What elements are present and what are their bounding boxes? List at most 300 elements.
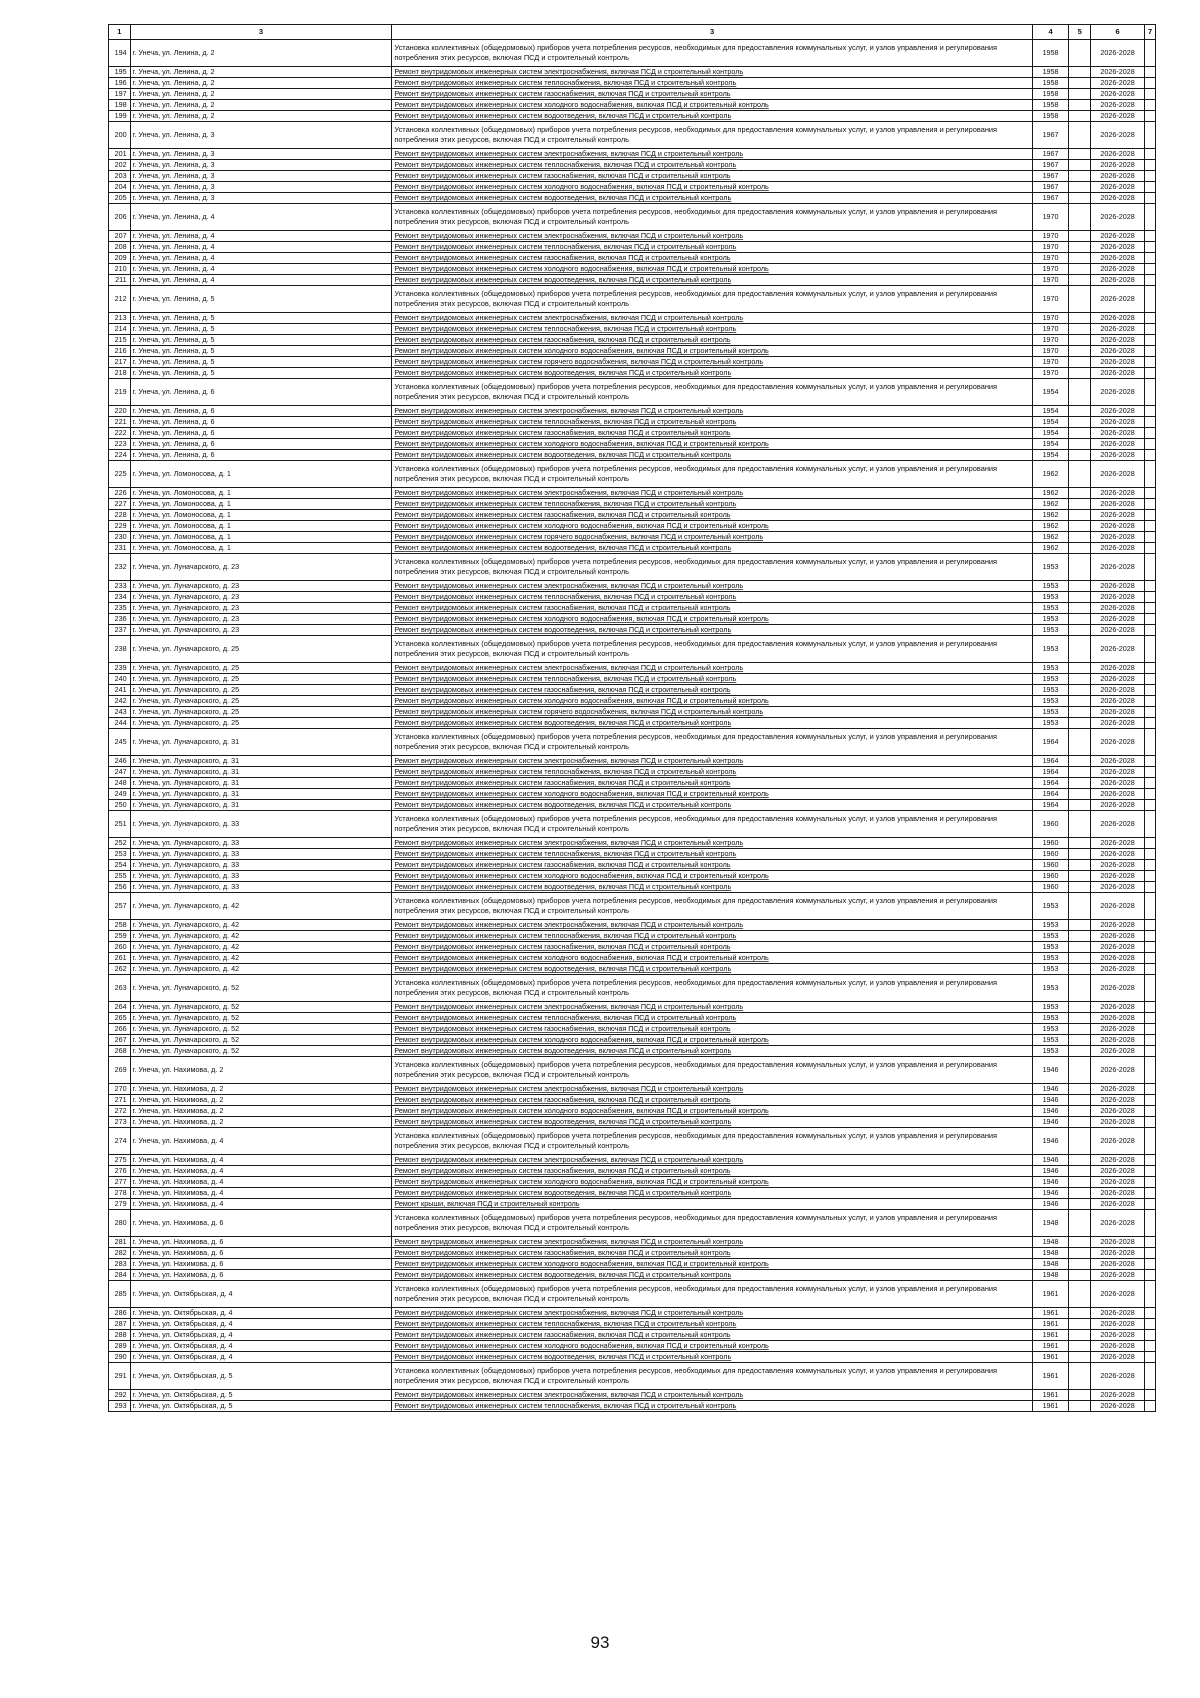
empty-cell [1069,581,1091,592]
address-cell: г. Унеча, ул. Ленина, д. 4 [130,253,392,264]
build-year-cell: 1958 [1032,78,1069,89]
period-cell: 2026-2028 [1091,893,1145,920]
row-number: 210 [109,264,131,275]
row-number: 291 [109,1363,131,1390]
address-cell: г. Унеча, ул. Нахимова, д. 6 [130,1210,392,1237]
address-cell: г. Унеча, ул. Ленина, д. 6 [130,417,392,428]
work-type-cell: Установка коллективных (общедомовых) приборов учета потребления ресурсов, необходимых для предоставления коммунальных услуг, и узлов управления и регулирования потребления этих ресурсов, включая ПСД и строительный контроль [392,1057,1032,1084]
period-cell: 2026-2028 [1091,231,1145,242]
build-year-cell: 1970 [1032,286,1069,313]
empty-cell [1145,1319,1156,1330]
row-number: 287 [109,1319,131,1330]
table-row [109,1199,1156,1210]
empty-cell [1069,1057,1091,1084]
table-row [109,729,1156,756]
row-number: 249 [109,789,131,800]
work-type-cell: Ремонт внутридомовых инженерных систем электроснабжения, включая ПСД и строительный контроль [392,488,1032,499]
empty-cell [1145,450,1156,461]
build-year-cell: 1961 [1032,1363,1069,1390]
row-number: 270 [109,1084,131,1095]
table-row [109,1270,1156,1281]
address-cell: г. Унеча, ул. Ломоносова, д. 1 [130,461,392,488]
table-row [109,1106,1156,1117]
period-cell: 2026-2028 [1091,488,1145,499]
work-type-cell: Ремонт внутридомовых инженерных систем электроснабжения, включая ПСД и строительный контроль [392,149,1032,160]
empty-cell [1069,1117,1091,1128]
empty-cell [1069,406,1091,417]
row-number: 241 [109,685,131,696]
build-year-cell: 1970 [1032,357,1069,368]
header-cell-7: 7 [1145,25,1156,40]
period-cell: 2026-2028 [1091,450,1145,461]
build-year-cell: 1962 [1032,461,1069,488]
period-cell: 2026-2028 [1091,592,1145,603]
work-type-cell: Ремонт внутридомовых инженерных систем холодного водоснабжения, включая ПСД и строительный контроль [392,1106,1032,1117]
table-row [109,193,1156,204]
empty-cell [1145,1248,1156,1259]
period-cell: 2026-2028 [1091,160,1145,171]
period-cell: 2026-2028 [1091,1117,1145,1128]
row-number: 248 [109,778,131,789]
empty-cell [1069,838,1091,849]
build-year-cell: 1970 [1032,335,1069,346]
address-cell: г. Унеча, ул. Ломоносова, д. 1 [130,543,392,554]
period-cell: 2026-2028 [1091,78,1145,89]
build-year-cell: 1953 [1032,942,1069,953]
work-type-cell: Ремонт внутридомовых инженерных систем водоотведения, включая ПСД и строительный контроль [392,1188,1032,1199]
empty-cell [1069,1319,1091,1330]
work-type-cell: Ремонт внутридомовых инженерных систем электроснабжения, включая ПСД и строительный контроль [392,581,1032,592]
empty-cell [1145,1363,1156,1390]
row-number: 250 [109,800,131,811]
row-number: 254 [109,860,131,871]
address-cell: г. Унеча, ул. Луначарского, д. 31 [130,729,392,756]
empty-cell [1145,838,1156,849]
row-number: 255 [109,871,131,882]
header-cell-5: 5 [1069,25,1091,40]
address-cell: г. Унеча, ул. Ленина, д. 2 [130,67,392,78]
row-number: 205 [109,193,131,204]
build-year-cell: 1946 [1032,1155,1069,1166]
empty-cell [1145,1024,1156,1035]
period-cell: 2026-2028 [1091,674,1145,685]
table-row [109,581,1156,592]
page-number: 93 [590,1633,610,1652]
address-cell: г. Унеча, ул. Ленина, д. 6 [130,428,392,439]
empty-cell [1145,160,1156,171]
table-row [109,860,1156,871]
period-cell: 2026-2028 [1091,860,1145,871]
row-number: 269 [109,1057,131,1084]
table-row [109,603,1156,614]
table-row [109,428,1156,439]
period-cell: 2026-2028 [1091,953,1145,964]
build-year-cell: 1964 [1032,729,1069,756]
build-year-cell: 1964 [1032,767,1069,778]
build-year-cell: 1960 [1032,871,1069,882]
address-cell: г. Унеча, ул. Ленина, д. 3 [130,122,392,149]
row-number: 260 [109,942,131,953]
table-row [109,1363,1156,1390]
build-year-cell: 1970 [1032,368,1069,379]
table-row [109,286,1156,313]
row-number: 214 [109,324,131,335]
empty-cell [1069,510,1091,521]
table-row [109,893,1156,920]
address-cell: г. Унеча, ул. Луначарского, д. 31 [130,767,392,778]
build-year-cell: 1960 [1032,838,1069,849]
row-number: 266 [109,1024,131,1035]
period-cell: 2026-2028 [1091,1084,1145,1095]
empty-cell [1069,1352,1091,1363]
period-cell: 2026-2028 [1091,1024,1145,1035]
row-number: 225 [109,461,131,488]
period-cell: 2026-2028 [1091,406,1145,417]
period-cell: 2026-2028 [1091,1401,1145,1412]
empty-cell [1145,1341,1156,1352]
address-cell: г. Унеча, ул. Ленина, д. 2 [130,89,392,100]
period-cell: 2026-2028 [1091,439,1145,450]
empty-cell [1069,756,1091,767]
address-cell: г. Унеча, ул. Ленина, д. 3 [130,160,392,171]
row-number: 286 [109,1308,131,1319]
address-cell: г. Унеча, ул. Луначарского, д. 42 [130,942,392,953]
address-cell: г. Унеча, ул. Октябрьская, д. 5 [130,1401,392,1412]
build-year-cell: 1970 [1032,275,1069,286]
build-year-cell: 1953 [1032,953,1069,964]
empty-cell [1069,1248,1091,1259]
empty-cell [1145,1210,1156,1237]
empty-cell [1145,893,1156,920]
row-number: 236 [109,614,131,625]
empty-cell [1145,111,1156,122]
empty-cell [1069,204,1091,231]
period-cell: 2026-2028 [1091,707,1145,718]
row-number: 207 [109,231,131,242]
table-row [109,379,1156,406]
table-row [109,78,1156,89]
build-year-cell: 1953 [1032,1024,1069,1035]
empty-cell [1069,1024,1091,1035]
row-number: 234 [109,592,131,603]
build-year-cell: 1970 [1032,324,1069,335]
empty-cell [1145,428,1156,439]
empty-cell [1145,554,1156,581]
empty-cell [1069,100,1091,111]
table-row [109,204,1156,231]
row-number: 271 [109,1095,131,1106]
row-number: 257 [109,893,131,920]
table-row [109,89,1156,100]
empty-cell [1145,1035,1156,1046]
empty-cell [1069,849,1091,860]
period-cell: 2026-2028 [1091,264,1145,275]
table-row [109,756,1156,767]
address-cell: г. Унеча, ул. Нахимова, д. 2 [130,1057,392,1084]
address-cell: г. Унеча, ул. Луначарского, д. 33 [130,811,392,838]
address-cell: г. Унеча, ул. Нахимова, д. 6 [130,1237,392,1248]
row-number: 273 [109,1117,131,1128]
address-cell: г. Унеча, ул. Нахимова, д. 4 [130,1128,392,1155]
work-type-cell: Ремонт внутридомовых инженерных систем электроснабжения, включая ПСД и строительный контроль [392,231,1032,242]
empty-cell [1069,1330,1091,1341]
address-cell: г. Унеча, ул. Луначарского, д. 23 [130,625,392,636]
row-number: 277 [109,1177,131,1188]
table-row [109,964,1156,975]
table-row [109,499,1156,510]
period-cell: 2026-2028 [1091,554,1145,581]
empty-cell [1145,1117,1156,1128]
period-cell: 2026-2028 [1091,89,1145,100]
table-row [109,1319,1156,1330]
row-number: 197 [109,89,131,100]
address-cell: г. Унеча, ул. Октябрьская, д. 4 [130,1308,392,1319]
empty-cell [1145,253,1156,264]
period-cell: 2026-2028 [1091,1166,1145,1177]
empty-cell [1145,100,1156,111]
period-cell: 2026-2028 [1091,1363,1145,1390]
build-year-cell: 1964 [1032,800,1069,811]
period-cell: 2026-2028 [1091,1281,1145,1308]
empty-cell [1145,975,1156,1002]
build-year-cell: 1954 [1032,450,1069,461]
empty-cell [1069,718,1091,729]
empty-cell [1145,871,1156,882]
empty-cell [1145,532,1156,543]
work-type-cell: Ремонт внутридомовых инженерных систем газоснабжения, включая ПСД и строительный контроль [392,778,1032,789]
work-type-cell: Ремонт внутридомовых инженерных систем горячего водоснабжения, включая ПСД и строительный контроль [392,357,1032,368]
row-number: 230 [109,532,131,543]
empty-cell [1145,1330,1156,1341]
row-number: 247 [109,767,131,778]
period-cell: 2026-2028 [1091,581,1145,592]
address-cell: г. Унеча, ул. Нахимова, д. 6 [130,1270,392,1281]
empty-cell [1145,67,1156,78]
address-cell: г. Унеча, ул. Луначарского, д. 52 [130,1046,392,1057]
empty-cell [1069,614,1091,625]
empty-cell [1145,313,1156,324]
address-cell: г. Унеча, ул. Ленина, д. 4 [130,204,392,231]
period-cell: 2026-2028 [1091,1319,1145,1330]
row-number: 200 [109,122,131,149]
build-year-cell: 1953 [1032,975,1069,1002]
empty-cell [1069,1035,1091,1046]
empty-cell [1145,89,1156,100]
period-cell: 2026-2028 [1091,253,1145,264]
period-cell: 2026-2028 [1091,313,1145,324]
empty-cell [1069,171,1091,182]
period-cell: 2026-2028 [1091,111,1145,122]
work-type-cell: Установка коллективных (общедомовых) приборов учета потребления ресурсов, необходимых для предоставления коммунальных услуг, и узлов управления и регулирования потребления этих ресурсов, включая ПСД и строительный контроль [392,1281,1032,1308]
address-cell: г. Унеча, ул. Луначарского, д. 31 [130,800,392,811]
empty-cell [1145,417,1156,428]
table-row [109,767,1156,778]
address-cell: г. Унеча, ул. Луначарского, д. 23 [130,592,392,603]
empty-cell [1145,149,1156,160]
address-cell: г. Унеча, ул. Ленина, д. 3 [130,182,392,193]
empty-cell [1145,242,1156,253]
row-number: 283 [109,1259,131,1270]
work-type-cell: Ремонт внутридомовых инженерных систем газоснабжения, включая ПСД и строительный контроль [392,685,1032,696]
empty-cell [1145,357,1156,368]
period-cell: 2026-2028 [1091,838,1145,849]
address-cell: г. Унеча, ул. Луначарского, д. 52 [130,1035,392,1046]
period-cell: 2026-2028 [1091,122,1145,149]
row-number: 220 [109,406,131,417]
table-row [109,674,1156,685]
table-row [109,461,1156,488]
work-type-cell: Ремонт внутридомовых инженерных систем электроснабжения, включая ПСД и строительный контроль [392,1155,1032,1166]
header-cell-3: 3 [392,25,1032,40]
empty-cell [1145,1128,1156,1155]
empty-cell [1145,171,1156,182]
address-cell: г. Унеча, ул. Луначарского, д. 33 [130,838,392,849]
address-cell: г. Унеча, ул. Ленина, д. 4 [130,231,392,242]
empty-cell [1145,729,1156,756]
header-cell-1: 1 [109,25,131,40]
build-year-cell: 1958 [1032,111,1069,122]
table-row [109,100,1156,111]
address-cell: г. Унеча, ул. Нахимова, д. 2 [130,1106,392,1117]
work-type-cell: Установка коллективных (общедомовых) приборов учета потребления ресурсов, необходимых для предоставления коммунальных услуг, и узлов управления и регулирования потребления этих ресурсов, включая ПСД и строительный контроль [392,1128,1032,1155]
address-cell: г. Унеча, ул. Ленина, д. 5 [130,324,392,335]
row-number: 284 [109,1270,131,1281]
table-row [109,871,1156,882]
work-type-cell: Ремонт внутридомовых инженерных систем газоснабжения, включая ПСД и строительный контроль [392,335,1032,346]
work-type-cell: Ремонт внутридомовых инженерных систем электроснабжения, включая ПСД и строительный контроль [392,406,1032,417]
work-type-cell: Ремонт внутридомовых инженерных систем электроснабжения, включая ПСД и строительный контроль [392,756,1032,767]
address-cell: г. Унеча, ул. Ленина, д. 5 [130,286,392,313]
empty-cell [1145,860,1156,871]
address-cell: г. Унеча, ул. Нахимова, д. 2 [130,1084,392,1095]
row-number: 268 [109,1046,131,1057]
period-cell: 2026-2028 [1091,1352,1145,1363]
work-type-cell: Ремонт внутридомовых инженерных систем холодного водоснабжения, включая ПСД и строительный контроль [392,439,1032,450]
empty-cell [1069,1046,1091,1057]
work-type-cell: Ремонт внутридомовых инженерных систем электроснабжения, включая ПСД и строительный контроль [392,1084,1032,1095]
period-cell: 2026-2028 [1091,1199,1145,1210]
row-number: 217 [109,357,131,368]
row-number: 233 [109,581,131,592]
empty-cell [1145,1177,1156,1188]
table-row [109,160,1156,171]
address-cell: г. Унеча, ул. Ленина, д. 5 [130,313,392,324]
period-cell: 2026-2028 [1091,1308,1145,1319]
row-number: 218 [109,368,131,379]
work-type-cell: Ремонт внутридомовых инженерных систем холодного водоснабжения, включая ПСД и строительный контроль [392,346,1032,357]
work-type-cell: Установка коллективных (общедомовых) приборов учета потребления ресурсов, необходимых для предоставления коммунальных услуг, и узлов управления и регулирования потребления этих ресурсов, включая ПСД и строительный контроль [392,811,1032,838]
row-number: 204 [109,182,131,193]
work-type-cell: Ремонт внутридомовых инженерных систем теплоснабжения, включая ПСД и строительный контроль [392,499,1032,510]
empty-cell [1069,78,1091,89]
address-cell: г. Унеча, ул. Ленина, д. 3 [130,193,392,204]
empty-cell [1069,428,1091,439]
empty-cell [1069,1363,1091,1390]
build-year-cell: 1953 [1032,1035,1069,1046]
build-year-cell: 1953 [1032,718,1069,729]
period-cell: 2026-2028 [1091,756,1145,767]
table-row [109,111,1156,122]
address-cell: г. Унеча, ул. Ленина, д. 3 [130,171,392,182]
address-cell: г. Унеча, ул. Нахимова, д. 2 [130,1117,392,1128]
empty-cell [1069,231,1091,242]
empty-cell [1069,663,1091,674]
empty-cell [1069,346,1091,357]
work-type-cell: Ремонт внутридомовых инженерных систем теплоснабжения, включая ПСД и строительный контроль [392,1401,1032,1412]
empty-cell [1145,193,1156,204]
row-number: 263 [109,975,131,1002]
empty-cell [1069,89,1091,100]
period-cell: 2026-2028 [1091,1013,1145,1024]
work-type-cell: Ремонт внутридомовых инженерных систем водоотведения, включая ПСД и строительный контроль [392,450,1032,461]
build-year-cell: 1961 [1032,1330,1069,1341]
table-row [109,685,1156,696]
work-type-cell: Ремонт внутридомовых инженерных систем водоотведения, включая ПСД и строительный контроль [392,964,1032,975]
empty-cell [1145,499,1156,510]
table-row [109,1401,1156,1412]
work-type-cell: Ремонт внутридомовых инженерных систем теплоснабжения, включая ПСД и строительный контроль [392,324,1032,335]
empty-cell [1145,663,1156,674]
period-cell: 2026-2028 [1091,171,1145,182]
row-number: 226 [109,488,131,499]
empty-cell [1069,335,1091,346]
empty-cell [1145,811,1156,838]
empty-cell [1069,893,1091,920]
empty-cell [1145,346,1156,357]
empty-cell [1145,1046,1156,1057]
empty-cell [1145,581,1156,592]
row-number: 275 [109,1155,131,1166]
table-row [109,357,1156,368]
row-number: 289 [109,1341,131,1352]
address-cell: г. Унеча, ул. Луначарского, д. 33 [130,860,392,871]
empty-cell [1145,636,1156,663]
build-year-cell: 1953 [1032,614,1069,625]
empty-cell [1145,1270,1156,1281]
empty-cell [1069,975,1091,1002]
row-number: 240 [109,674,131,685]
row-number: 223 [109,439,131,450]
address-cell: г. Унеча, ул. Ломоносова, д. 1 [130,521,392,532]
table-row [109,417,1156,428]
period-cell: 2026-2028 [1091,1237,1145,1248]
work-type-cell: Ремонт внутридомовых инженерных систем газоснабжения, включая ПСД и строительный контроль [392,1095,1032,1106]
build-year-cell: 1946 [1032,1128,1069,1155]
address-cell: г. Унеча, ул. Нахимова, д. 4 [130,1166,392,1177]
empty-cell [1069,357,1091,368]
build-year-cell: 1962 [1032,521,1069,532]
build-year-cell: 1962 [1032,499,1069,510]
period-cell: 2026-2028 [1091,931,1145,942]
period-cell: 2026-2028 [1091,67,1145,78]
row-number: 238 [109,636,131,663]
table-row [109,920,1156,931]
address-cell: г. Унеча, ул. Ломоносова, д. 1 [130,499,392,510]
empty-cell [1145,461,1156,488]
work-type-cell: Ремонт внутридомовых инженерных систем газоснабжения, включая ПСД и строительный контроль [392,510,1032,521]
period-cell: 2026-2028 [1091,789,1145,800]
row-number: 278 [109,1188,131,1199]
empty-cell [1069,729,1091,756]
build-year-cell: 1970 [1032,264,1069,275]
empty-cell [1069,1237,1091,1248]
work-type-cell: Ремонт внутридомовых инженерных систем водоотведения, включая ПСД и строительный контроль [392,368,1032,379]
address-cell: г. Унеча, ул. Луначарского, д. 52 [130,1013,392,1024]
table-row [109,543,1156,554]
empty-cell [1145,379,1156,406]
build-year-cell: 1960 [1032,811,1069,838]
work-type-cell: Ремонт внутридомовых инженерных систем электроснабжения, включая ПСД и строительный контроль [392,1308,1032,1319]
